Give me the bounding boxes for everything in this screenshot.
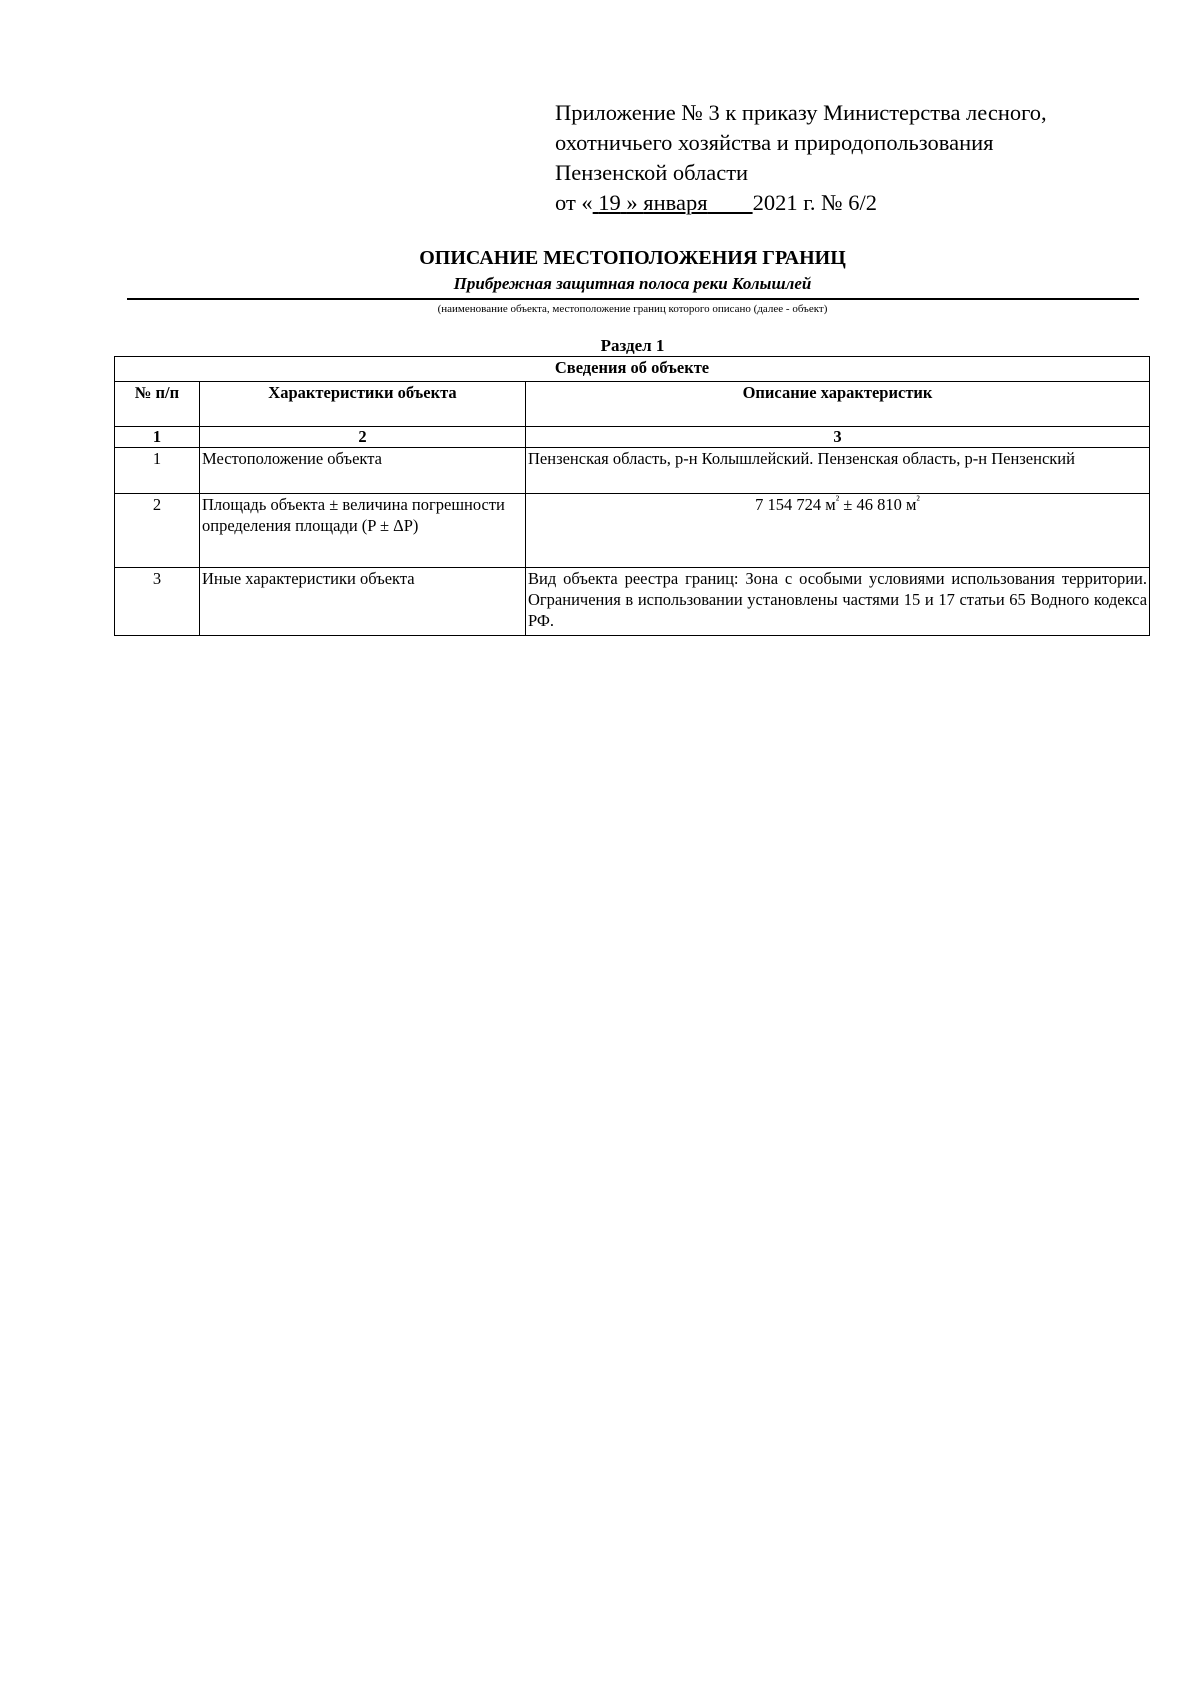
appendix-line-3: Пензенской области <box>555 160 749 185</box>
date-month: января <box>643 190 708 215</box>
row-characteristic: Местоположение объекта <box>200 448 526 494</box>
object-name: Прибрежная защитная полоса реки Колышлей <box>453 274 812 293</box>
appendix-line-1: Приложение № 3 к приказу Министерства лесного, <box>555 100 1047 125</box>
table-row <box>115 494 1150 568</box>
table-caption: Сведения об объекте <box>115 357 1150 382</box>
table-row <box>115 448 1150 494</box>
row-number: 3 <box>115 568 200 636</box>
row-description: Пензенская область, р-н Колышлейский. Пензенская область, р-н Пензенский <box>526 448 1150 494</box>
table-header-row <box>115 382 1150 427</box>
date-suffix: 2021 г. № 6/2 <box>752 190 878 215</box>
object-info-table <box>114 356 1150 636</box>
date-mid: » <box>626 190 644 215</box>
row-description: 7 154 724 $м^{^2} \pm 46$ 810 $м^{^2}$ <box>526 494 1150 568</box>
column-number-1: 1 <box>115 427 200 448</box>
document-title: ОПИСАНИЕ МЕСТОПОЛОЖЕНИЯ ГРАНИЦ <box>419 247 846 269</box>
date-day: 19 <box>598 190 621 215</box>
row-number: 2 <box>115 494 200 568</box>
column-number-3: 3 <box>526 427 1150 448</box>
header-characteristic: Характеристики объекта <box>200 382 526 427</box>
column-number-row <box>115 427 1150 448</box>
date-prefix: от « <box>555 190 593 215</box>
appendix-date-line <box>555 188 1115 218</box>
appendix-line-2: охотничьего хозяйства и природопользования <box>555 130 994 155</box>
row-number: 1 <box>115 448 200 494</box>
section-label: Раздел 1 <box>600 336 665 355</box>
object-name-underline <box>127 298 1139 300</box>
column-number-2: 2 <box>200 427 526 448</box>
row-characteristic: Иные характеристики объекта <box>200 568 526 636</box>
appendix-block <box>555 98 1115 218</box>
row-description: Вид объекта реестра границ: Зона с особыми условиями использования территории. Ограничения в использовании установлены частями 15 и 17 статьи 65 Водного кодекса РФ. <box>526 568 1150 636</box>
header-number: № п/п <box>115 382 200 427</box>
object-name-caption: (наименование объекта, местоположение границ которого описано (далее - объект) <box>437 303 828 315</box>
table-caption-row <box>115 357 1150 382</box>
row-characteristic: Площадь объекта ± величина погрешности определения площади (P ± ΔP) <box>200 494 526 568</box>
table-row <box>115 568 1150 636</box>
header-description: Описание характеристик <box>526 382 1150 427</box>
